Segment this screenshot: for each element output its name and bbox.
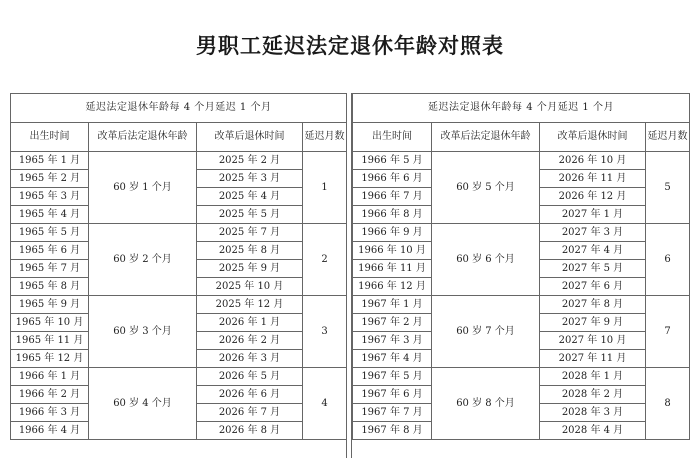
- birth-time-cell: 1965 年 12 月: [11, 350, 89, 368]
- header-retirement-age: 改革后法定退休年龄: [432, 123, 540, 152]
- retirement-time-cell: 2027 年 11 月: [540, 350, 646, 368]
- birth-time-cell: 1967 年 4 月: [353, 350, 432, 368]
- retirement-time-cell: 2027 年 10 月: [540, 332, 646, 350]
- retirement-age-cell: 60 岁 2 个月: [89, 224, 197, 296]
- retirement-time-cell: 2028 年 1 月: [540, 368, 646, 386]
- header-birth-time: 出生时间: [11, 123, 89, 152]
- retirement-age-cell: 60 岁 1 个月: [89, 152, 197, 224]
- delay-months-cell: 4: [303, 368, 347, 440]
- retirement-time-cell: 2026 年 6 月: [197, 386, 303, 404]
- delay-months-cell: 1: [303, 152, 347, 224]
- retirement-time-cell: 2026 年 3 月: [197, 350, 303, 368]
- retirement-age-cell: 60 岁 6 个月: [432, 224, 540, 296]
- birth-time-cell: 1965 年 8 月: [11, 278, 89, 296]
- retirement-age-cell: 60 岁 3 个月: [89, 296, 197, 368]
- retirement-time-cell: 2027 年 8 月: [540, 296, 646, 314]
- birth-time-cell: 1965 年 2 月: [11, 170, 89, 188]
- birth-time-cell: 1967 年 8 月: [353, 422, 432, 440]
- birth-time-cell: 1967 年 3 月: [353, 332, 432, 350]
- birth-time-cell: 1967 年 2 月: [353, 314, 432, 332]
- birth-time-cell: 1966 年 4 月: [11, 422, 89, 440]
- header-delay-months: 延迟月数: [303, 123, 347, 152]
- retirement-time-cell: 2027 年 6 月: [540, 278, 646, 296]
- header-delay-months: 延迟月数: [646, 123, 690, 152]
- birth-time-cell: 1965 年 3 月: [11, 188, 89, 206]
- delay-months-cell: 5: [646, 152, 690, 224]
- retirement-time-cell: 2026 年 12 月: [540, 188, 646, 206]
- retirement-time-cell: 2025 年 9 月: [197, 260, 303, 278]
- retirement-age-cell: 60 岁 8 个月: [432, 368, 540, 440]
- birth-time-cell: 1965 年 10 月: [11, 314, 89, 332]
- birth-time-cell: 1966 年 1 月: [11, 368, 89, 386]
- birth-time-cell: 1965 年 11 月: [11, 332, 89, 350]
- retirement-time-cell: 2026 年 11 月: [540, 170, 646, 188]
- header-retirement-time: 改革后退休时间: [197, 123, 303, 152]
- birth-time-cell: 1966 年 6 月: [353, 170, 432, 188]
- retirement-time-cell: 2025 年 4 月: [197, 188, 303, 206]
- birth-time-cell: 1965 年 6 月: [11, 242, 89, 260]
- table-row: [11, 368, 347, 386]
- table-row: [11, 296, 347, 314]
- retirement-time-cell: 2025 年 10 月: [197, 278, 303, 296]
- birth-time-cell: 1967 年 7 月: [353, 404, 432, 422]
- birth-time-cell: 1967 年 1 月: [353, 296, 432, 314]
- birth-time-cell: 1965 年 4 月: [11, 206, 89, 224]
- table-caption: 延迟法定退休年龄每 4 个月延迟 1 个月: [11, 94, 347, 123]
- retirement-age-cell: 60 岁 7 个月: [432, 296, 540, 368]
- birth-time-cell: 1966 年 5 月: [353, 152, 432, 170]
- delay-months-cell: 7: [646, 296, 690, 368]
- birth-time-cell: 1966 年 10 月: [353, 242, 432, 260]
- retirement-time-cell: 2026 年 7 月: [197, 404, 303, 422]
- retirement-time-cell: 2025 年 7 月: [197, 224, 303, 242]
- table-caption: 延迟法定退休年龄每 4 个月延迟 1 个月: [353, 94, 690, 123]
- birth-time-cell: 1966 年 3 月: [11, 404, 89, 422]
- retirement-age-cell: 60 岁 5 个月: [432, 152, 540, 224]
- retirement-time-cell: 2025 年 12 月: [197, 296, 303, 314]
- retirement-time-cell: 2026 年 5 月: [197, 368, 303, 386]
- birth-time-cell: 1965 年 9 月: [11, 296, 89, 314]
- page-title: 男职工延迟法定退休年龄对照表: [196, 33, 504, 58]
- caption-row: [353, 94, 690, 123]
- header-row: [11, 123, 347, 152]
- retirement-time-cell: 2027 年 9 月: [540, 314, 646, 332]
- retirement-time-cell: 2025 年 3 月: [197, 170, 303, 188]
- retirement-time-cell: 2027 年 3 月: [540, 224, 646, 242]
- birth-time-cell: 1966 年 8 月: [353, 206, 432, 224]
- delay-months-cell: 6: [646, 224, 690, 296]
- delay-months-cell: 3: [303, 296, 347, 368]
- table-row: [353, 368, 690, 386]
- header-retirement-age: 改革后法定退休年龄: [89, 123, 197, 152]
- retirement-time-cell: 2026 年 1 月: [197, 314, 303, 332]
- header-retirement-time: 改革后退休时间: [540, 123, 646, 152]
- retirement-time-cell: 2028 年 3 月: [540, 404, 646, 422]
- birth-time-cell: 1966 年 7 月: [353, 188, 432, 206]
- retirement-time-cell: 2025 年 8 月: [197, 242, 303, 260]
- header-birth-time: 出生时间: [353, 123, 432, 152]
- delay-months-cell: 8: [646, 368, 690, 440]
- table-row: [353, 224, 690, 242]
- retirement-time-cell: 2027 年 4 月: [540, 242, 646, 260]
- retirement-time-cell: 2026 年 8 月: [197, 422, 303, 440]
- retirement-age-cell: 60 岁 4 个月: [89, 368, 197, 440]
- table-row: [353, 296, 690, 314]
- caption-row: [11, 94, 347, 123]
- delay-months-cell: 2: [303, 224, 347, 296]
- left-table: [10, 93, 347, 440]
- retirement-time-cell: 2028 年 2 月: [540, 386, 646, 404]
- birth-time-cell: 1966 年 12 月: [353, 278, 432, 296]
- birth-time-cell: 1966 年 11 月: [353, 260, 432, 278]
- birth-time-cell: 1966 年 2 月: [11, 386, 89, 404]
- table-row: [353, 152, 690, 170]
- retirement-time-cell: 2025 年 2 月: [197, 152, 303, 170]
- header-row: [353, 123, 690, 152]
- retirement-time-cell: 2026 年 2 月: [197, 332, 303, 350]
- retirement-time-cell: 2026 年 10 月: [540, 152, 646, 170]
- birth-time-cell: 1965 年 1 月: [11, 152, 89, 170]
- retirement-time-cell: 2028 年 4 月: [540, 422, 646, 440]
- table-row: [11, 152, 347, 170]
- table-row: [11, 224, 347, 242]
- birth-time-cell: 1967 年 5 月: [353, 368, 432, 386]
- retirement-time-cell: 2027 年 1 月: [540, 206, 646, 224]
- birth-time-cell: 1966 年 9 月: [353, 224, 432, 242]
- birth-time-cell: 1967 年 6 月: [353, 386, 432, 404]
- retirement-time-cell: 2027 年 5 月: [540, 260, 646, 278]
- birth-time-cell: 1965 年 7 月: [11, 260, 89, 278]
- right-table: [352, 93, 690, 440]
- retirement-time-cell: 2025 年 5 月: [197, 206, 303, 224]
- birth-time-cell: 1965 年 5 月: [11, 224, 89, 242]
